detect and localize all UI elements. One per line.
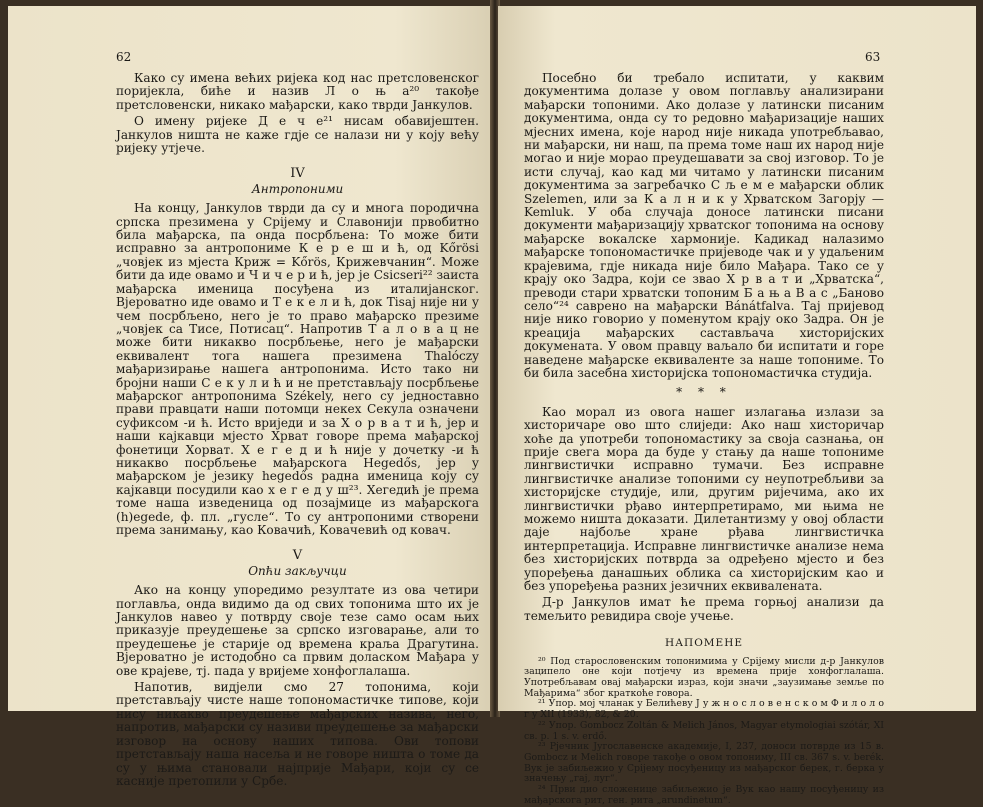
notes-heading: НАПОМЕНЕ	[664, 637, 744, 650]
footnote: ²¹ Упор. мој чланак у Белићеву Ј у ж н о с л о в е н с к о м Ф и л о л о г у XII (1933), 82, & 20.	[524, 698, 884, 721]
page-number: 62	[116, 50, 132, 64]
text-column	[524, 72, 884, 807]
section-title: Опћи закључци	[248, 563, 347, 578]
paragraph: Напотив, видјели смо 27 топонима, који претстављају чисте наше топономастичке типове, који нису никакво преудешење мађарских назива, него, напротив, мађарски су називи преудешење за мађарски изговор на основу наших типова. Ови топови претстављају наша насеља и не говоре ништа о томе да су у њима становали најприје Мађари, који су се касније претопили у Србе.	[116, 680, 479, 788]
left-page	[8, 6, 492, 788]
footnote: ²³ Рјечник Југославенске академије, I, 237, доноси потврде из 15 в. Gombocz и Melich говоре такође о овом топониму, III св. 367 s. v. berék. Вук је забиљежио у Срijему посуђеницу из мађарског берек, г. берка у значењу „гај, луг“.	[524, 741, 884, 785]
paragraph: Како су имена већих ријека код нас претсловенског поријекла, биће и назив Л о њ а²⁰ такође претсловенски, никако мађарски, како тврди Јанкулов.	[116, 71, 479, 112]
footnote: ²⁴ Први дио сложенице забиљежио је Вук као нашу посуђеницу из мађарскога рит, ген. рита „arundinetum“.	[524, 784, 884, 806]
footnote: ²² Упор. Gombocz Zoltán & Melich János, Magyar etymologiai szótár, XI св. р. 1 s. v. erdő.	[524, 719, 884, 742]
paragraph: Као морал из овога нашег излагања излази за хисторичаре ово што слиједи: Ако наш хисторичар хоће да употреби топономастику за своја сазнања, он прије свега мора да буде у стању да наше топониме лингвистички исправно тумачи. Без исправне лингвистичке анализе топоними су неупотребљиви за хисторијске студије, или, другим ријечима, ако их лингвистички рђаво интерпретирамо, ми њима не можемо ништа доказати. Дилетантизму у овој области даје најбоље хране рђава лингвистичка интерпретација. Исправне лингвистичке анализе нема без хисторијских потврда за одређено мјесто и без упоређења данашњих облика са хисторијским као и без упоређења разних језичних еквивалената.	[524, 404, 884, 594]
paragraph: На концу, Јанкулов тврди да су и многа породична српска презимена у Срijему и Славонији првобитно била мађарска, па онда посрбљена: То може бити исправно за антропониме К е р е ш и ћ, од Kőrösi „човјек из мјеста Криж = Kőrös, Крижевчанин“. Може бити да иде овамо и Ч и ч е р и ћ, јер је Csicseri²² заиста мађарска именица посуђена из италијанског. Вјероватно иде овамо и Т е к е л и ћ, док Tisaj није ни у чем посрбљено, него је то право мађарско презиме „човјек са Тисе, Потисац“. Напротив Т а л о в а ц не може бити никакво посрбљење, него је мађарски еквивалент тога нашега презимена Thalóczy мађаризирање нашега антропонима. Исто тако ни бројни наши С е к у л и ћ и не претстављају посрбљење мађарског антропонима Székely, него су једноставно прави правцати наши потомци некех Секула означени суфиксом -и ћ. Исто вриједи и за Х о р в а т и ћ, јер и наши кајкавци мјесто Хрват говоре према мађарској фонетици Хорват. Х е г е д и ћ није у дочетку -и ћ никакво посрбљење мађарскога Hegedős, јер у мађарском је језику hegedős радна именица коју су кајкавци посудили као х е г е д у ш²³. Хегедић је према томе наша изведеница од позајмице из мађарскога (h)egede, ф. пл. „гусле“. То су антропоними створени према занимању, као Ковачић, Ковачевић од ковач.	[116, 201, 479, 537]
paragraph: О имену ријеке Д е ч е²¹ нисам обавијештен. Јанкулов ништа не каже гдје се налази ни у коју већу ријеку утјече.	[116, 114, 479, 156]
page-number: 63	[865, 50, 881, 64]
right-page	[498, 6, 976, 806]
section-separator: * * *	[676, 385, 732, 400]
section-number: V	[292, 548, 303, 564]
section-number: IV	[290, 166, 305, 182]
footnote: ²⁰ Под старословенским топонимима у Срijему мисли д-р Јанкулов заципело оне који потјечу из времена прије хонфоглалаша. Употребљавам овај мађарски израз, који значи „заузимање земље по Мађарима“ због краткоће говора.	[524, 655, 884, 699]
paragraph: Д-р Јанкулов имат ће према горњој анализи да темељито ревидира своје учење.	[524, 595, 884, 623]
text-column	[116, 72, 479, 791]
paragraph: Ако на концу упоредимо резултате из ова четири поглавља, онда видимо да од свих топонима што их је Јанкулов навео у потврду своје тезе само осам њих приказује преудешење за српско изговарање, али то преудешење је старије од времена краља Драгутина. Вјероватно је истодобно са првим доласком Мађара у ове крајеве, тј. пада у вријеме хонфоглалаша.	[116, 583, 479, 678]
section-title: Антропоними	[251, 181, 344, 196]
paragraph: Посебно би требало испитати, у каквим документима долазе у овом поглављу анализирани мађарски топоними. Ако долазе у латински писаним документима, онда су то редовно мађаризације наших мјесних имена, које народ није никада употребљавао, ни мађарски, ни наш, па према томе наш их народ није могао и није морао преудешавати за свој изговор. То је исти случај, као кад ми читамо у латински писаним документима за загребачко С љ е м е мађарски облик Szelemen, или за К а л н и к у Хрватском Загорју — Kemluk. У оба случаја доносе латински писани документи мађаризацију хрватског топонима на основу мађарске вокалске хармоније. Кадикад налазимо мађарске топономастичке пријеводе чак и у удаљеним крајевима, гдје никада није било Мађара. Тако се у крају око Задра, који се звао Х р в а т и „Хрватска“, преводи стари хрватски топоним Б а њ а В а с „Баново село“²⁴ саврeно на мађарски Bánátfalva. Тај пријевод није нико говорио у поменутом крају око Задра. Он је креација мађарских састављача хисторијских докумената. У овом правцу ваљало би испитати и горе наведене мађарске еквиваленте за наше топониме. То би била засебна хисторијска топономастичка студија.	[524, 71, 884, 380]
